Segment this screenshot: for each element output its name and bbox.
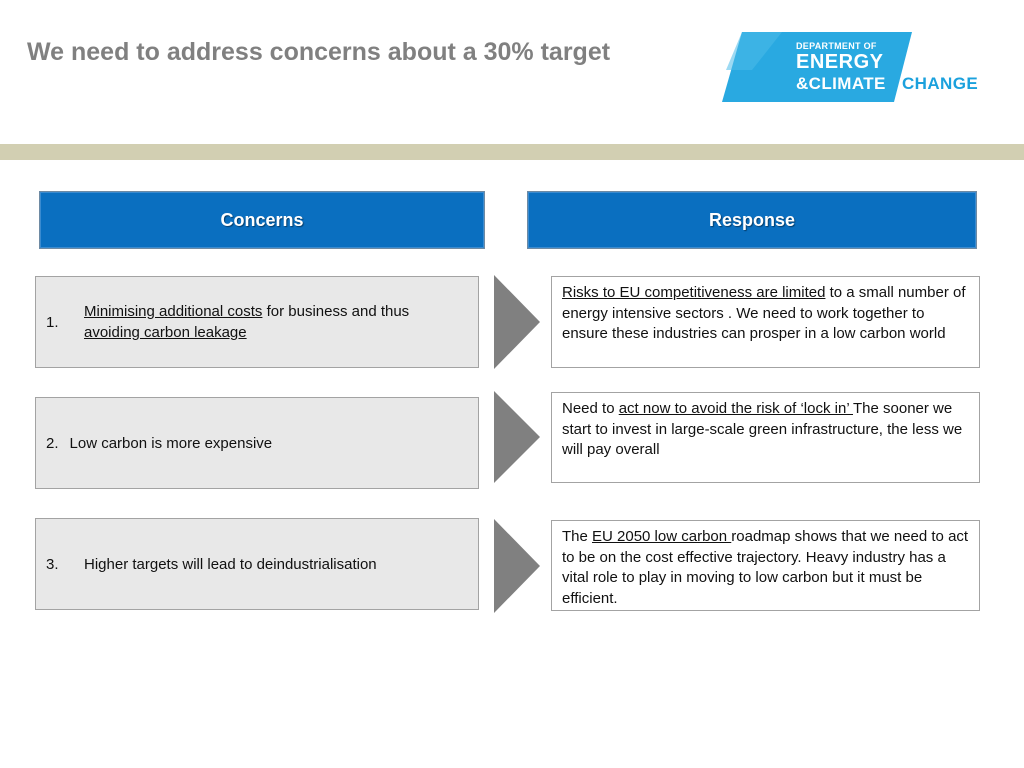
concern-link-1: Minimising additional costs — [84, 303, 263, 320]
concerns-header — [39, 191, 485, 249]
logo-change-text: CHANGE — [902, 74, 979, 93]
concern-box-3 — [35, 518, 479, 610]
response-header-label: Response — [708, 209, 796, 230]
arrow-icon — [494, 391, 540, 483]
logo-climate-text: &CLIMATE — [796, 74, 886, 93]
concern-number: 2. — [46, 434, 59, 452]
divider-band — [0, 144, 1024, 160]
decc-logo — [722, 30, 990, 102]
page-title: We need to address concerns about a 30% target — [27, 38, 611, 66]
response-prefix: The — [562, 528, 593, 545]
response-header — [527, 191, 977, 249]
response-link: EU 2050 low carbon — [592, 528, 732, 545]
response-text: to a small number of energy intensive sectors . We need to work together to ensure these industries can prosper in a low carbon world — [562, 284, 966, 342]
response-box-3 — [551, 520, 980, 611]
concern-text — [84, 301, 478, 343]
response-box-2 — [551, 392, 980, 483]
response-text: roadmap shows that we need to act to be on the cost effective trajectory. Heavy industry has a vital role to play in moving to low carbon but it must be efficient. — [562, 528, 969, 607]
concern-box-2 — [35, 397, 479, 489]
concern-text: Higher targets will lead to deindustrialisation — [84, 555, 377, 573]
concerns-header-label: Concerns — [220, 209, 304, 230]
logo-department-text: DEPARTMENT OF — [796, 41, 877, 51]
concern-box-1 — [35, 276, 479, 368]
arrow-icon — [494, 519, 540, 613]
arrow-icon — [494, 275, 540, 369]
logo-energy-text: ENERGY — [796, 51, 884, 73]
response-link: act now to avoid the risk of ‘lock in’ — [618, 400, 853, 417]
concern-text-1: for business and thus — [262, 303, 410, 320]
response-text: The sooner we start to invest in large-scale green infrastructure, the less we will pay overall — [562, 400, 963, 458]
concern-number: 3. — [46, 555, 59, 573]
concern-link-2: avoiding carbon leakage — [84, 324, 247, 341]
response-box-1 — [551, 276, 980, 368]
concern-text: Low carbon is more expensive — [69, 434, 273, 452]
response-link: Risks to EU competitiveness are limited — [562, 284, 826, 301]
response-prefix: Need to — [562, 400, 619, 417]
concern-number: 1. — [46, 313, 59, 331]
